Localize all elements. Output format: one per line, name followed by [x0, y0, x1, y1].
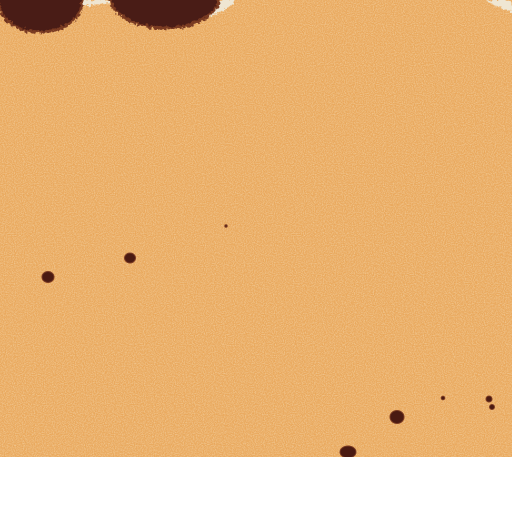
dark-speck: [486, 396, 492, 402]
dark-speck: [390, 411, 404, 424]
bottom-blank-band: [0, 457, 512, 512]
dark-speck: [42, 272, 54, 283]
dark-speck: [225, 225, 227, 227]
dark-speck: [490, 405, 495, 410]
dark-speck: [125, 253, 136, 263]
dark-speck: [441, 396, 445, 400]
dark-speck: [340, 446, 356, 457]
